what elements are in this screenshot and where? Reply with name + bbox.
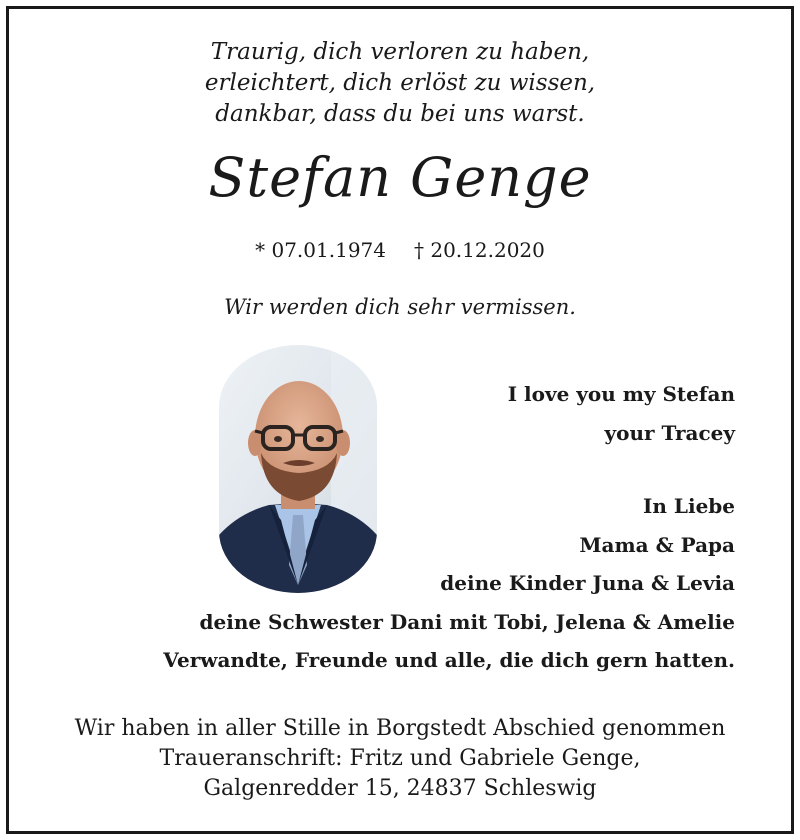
poem xyxy=(9,37,791,130)
obituary-frame xyxy=(6,6,794,834)
funeral-notice xyxy=(9,714,791,804)
mourner-line: Verwandte, Freunde und alle, die dich gern hatten. xyxy=(163,648,735,672)
birth-date: * 07.01.1974 xyxy=(255,238,386,262)
farewell-line: Wir werden dich sehr vermissen. xyxy=(224,295,576,319)
mourners-list xyxy=(163,375,735,680)
deceased-name: Stefan Genge xyxy=(208,146,592,209)
mourner-line: your Tracey xyxy=(604,420,735,445)
death-date: † 20.12.2020 xyxy=(414,238,545,262)
mourner-line: deine Kinder Juna & Levia xyxy=(440,571,735,595)
life-dates xyxy=(9,235,791,265)
poem-line: Traurig, dich verloren zu haben, xyxy=(210,39,590,65)
mourner-line: Mama & Papa xyxy=(579,532,735,557)
poem-line: erleichtert, dich erlöst zu wissen, xyxy=(204,70,596,96)
notice-line: Galgenredder 15, 24837 Schleswig xyxy=(203,776,597,801)
mourner-spacer xyxy=(163,452,735,487)
notice-line: Wir haben in aller Stille in Borgstedt Abschied genommen xyxy=(74,716,726,741)
notice-line: Traueranschrift: Fritz und Gabriele Genge, xyxy=(159,746,641,771)
mourner-line: In Liebe xyxy=(643,494,735,518)
poem-line: dankbar, dass du bei uns warst. xyxy=(215,101,585,127)
mourner-line: I love you my Stefan xyxy=(507,382,735,406)
mourner-line: deine Schwester Dani mit Tobi, Jelena & Amelie xyxy=(199,609,735,634)
